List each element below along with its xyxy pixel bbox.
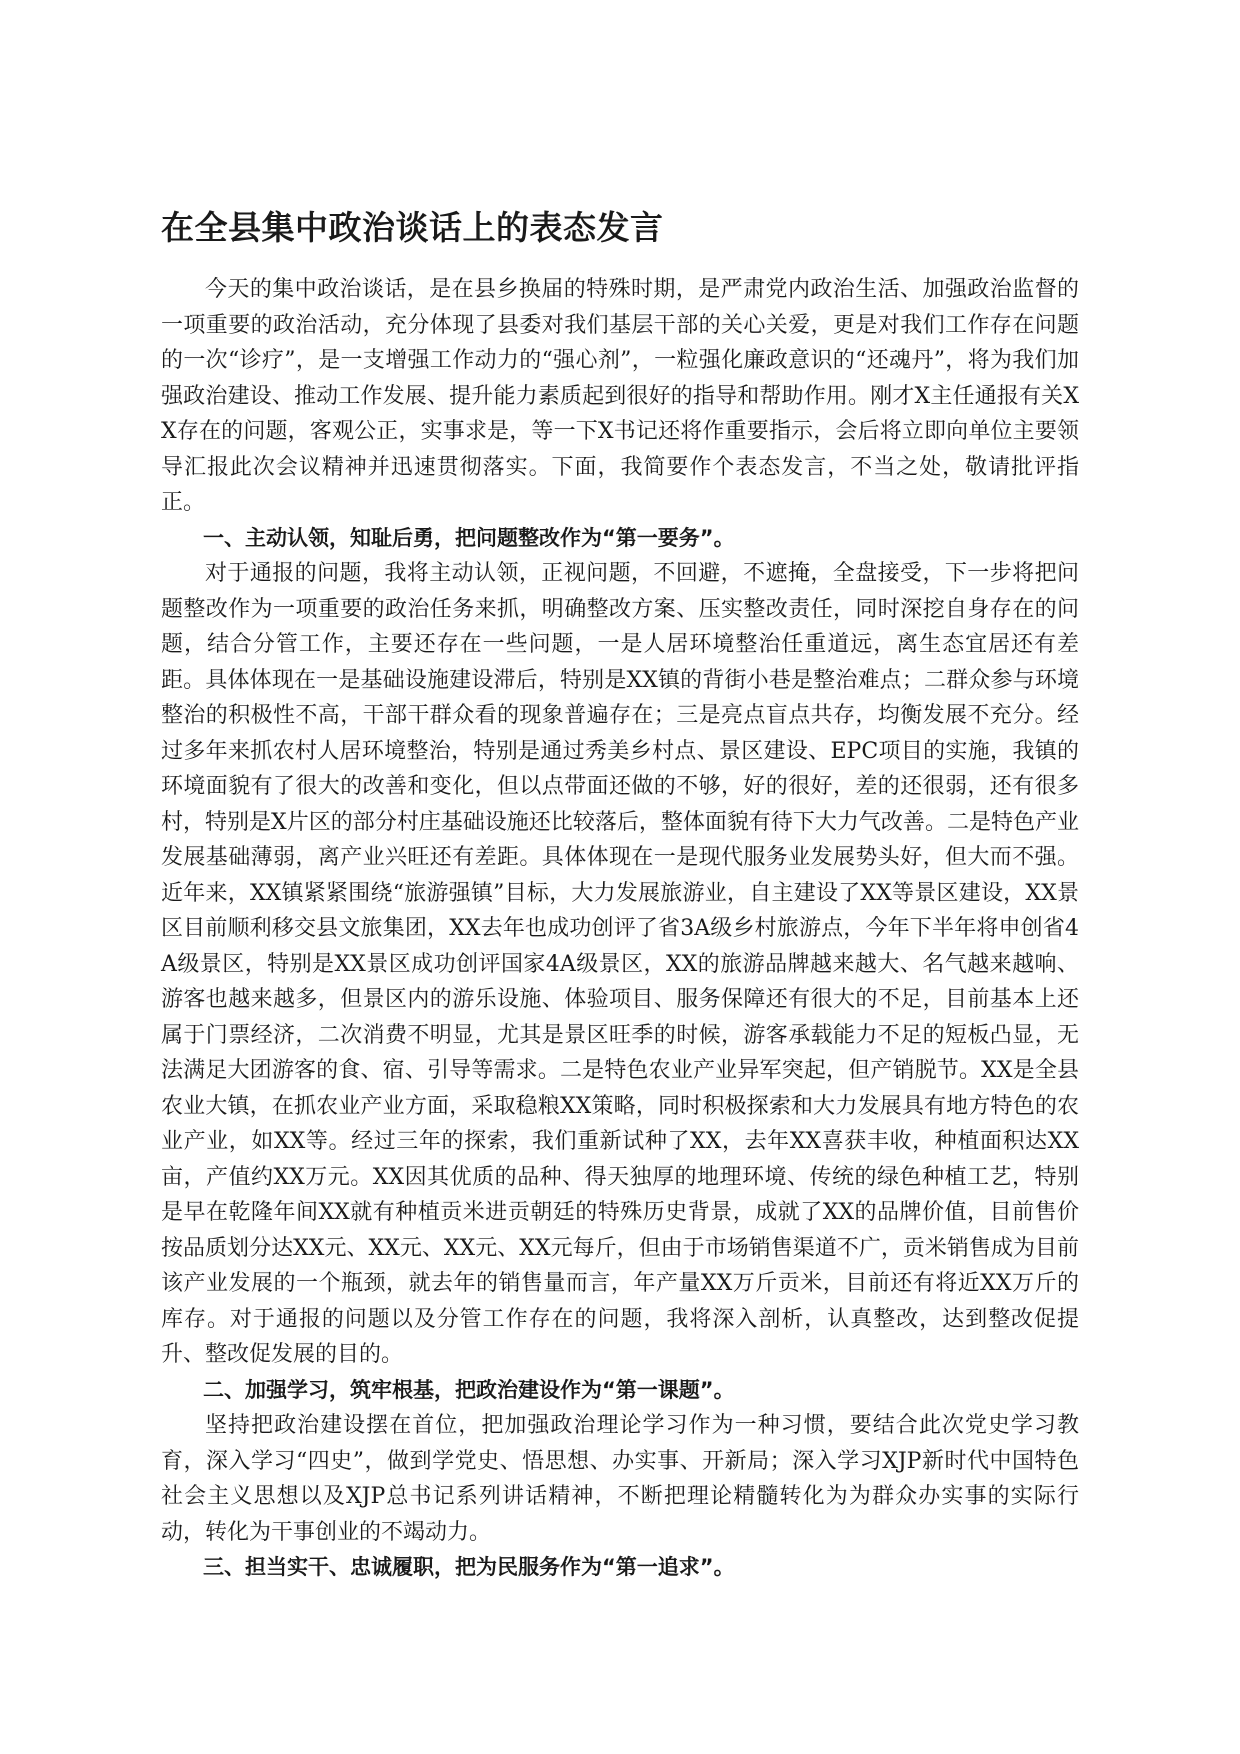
section-heading-2: 二、加强学习，筑牢根基，把政治建设作为“第一课题”。 [203, 1377, 735, 1402]
section-heading-3: 三、担当实干、忠诚履职，把为民服务作为“第一追求”。 [203, 1555, 735, 1579]
section-heading-1: 一、主动认领，知耻后勇，把问题整改作为“第一要务”。 [203, 525, 735, 550]
section-body-1: 对于通报的问题，我将主动认领，正视问题，不回避，不遮掩，全盘接受，下一步将把问题整改作为一项重要的政治任务来抓，明确整改方案、压实整改责任，同时深挖自身存在的问题，结合分管工作，主要还存在一些问题，一是人居环境整治任重道远，离生态宜居还有差距。具体体现在一是基础设施建设滞后，特别是XX镇的背街小巷是整治难点；二群众参与环境整治的积极性不高，干部干群众看的现象普遍存在；三是亮点盲点共存，均衡发展不充分。经过多年来抓农村人居环境整治，特别是通过秀美乡村点、景区建设、EPC项目的实施，我镇的环境面貌有了很大的改善和变化，但以点带面还做的不够，好的很好，差的还很弱，还有很多村，特别是X片区的部分村庄基础设施还比较落后，整体面貌有待下大力气改善。二是特色产业发展基础薄弱，离产业兴旺还有差距。具体体现在一是现代服务业发展势头好，但大而不强。近年来，XX镇紧紧围绕“旅游强镇”目标，大力发展旅游业，自主建设了XX等景区建设，XX景区目前顺利移交县文旅集团，XX去年也成功创评了省3A级乡村旅游点，今年下半年将申创省4A级景区，特别是XX景区成功创评国家4A级景区，XX的旅游品牌越来越大、名气越来越响、游客也越来越多，但景区内的游乐设施、体验项目、服务保障还有很大的不足，目前基本上还属于门票经济，二次消费不明显，尤其是景区旺季的时候，游客承载能力不足的短板凸显，无法满足大团游客的食、宿、引导等需求。二是特色农业产业异军突起，但产销脱节。XX是全县农业大镇，在抓农业产业方面，采取稳粮XX策略，同时积极探索和大力发展具有地方特色的农业产业，如XX等。经过三年的探索，我们重新试种了XX，去年XX喜获丰收，种植面积达XX亩，产值约XX万元。XX因其优质的品种、得天独厚的地理环境、传统的绿色种植工艺，特别是早在乾隆年间XX就有种植贡米进贡朝廷的特殊历史背景，成就了XX的品牌价值，目前售价按品质划分达XX元、XX元、XX元、XX元每斤，但由于市场销售渠道不广，贡米销售成为目前该产业发展的一个瓶颈，就去年的销售量而言，年产量XX万斤贡米，目前还有将近XX万斤的库存。对于通报的问题以及分管工作存在的问题，我将深入剖析，认真整改，达到整改促提升、整改促发展的目的。 [161, 561, 1079, 1367]
intro-paragraph: 今天的集中政治谈话，是在县乡换届的特殊时期，是严肃党内政治生活、加强政治监督的一项重要的政治活动，充分体现了县委对我们基层干部的关心关爱，更是对我们工作存在问题的一次“诊疗”，是一支增强工作动力的“强心剂”，一粒强化廉政意识的“还魂丹”，将为我们加强政治建设、推动工作发展、提升能力素质起到很好的指导和帮助作用。刚才X主任通报有关XX存在的问题，客观公正，实事求是，等一下X书记还将作重要指示，会后将立即向单位主要领导汇报此次会议精神并迅速贯彻落实。下面，我简要作个表态发言，不当之处，敬请批评指正。 [161, 277, 1079, 515]
section-body-2: 坚持把政治建设摆在首位，把加强政治理论学习作为一种习惯，要结合此次党史学习教育，深入学习“四史”，做到学党史、悟思想、办实事、开新局；深入学习XJP新时代中国特色社会主义思想以及XJP总书记系列讲话精神，不断把理论精髓转化为为群众办实事的实际行动，转化为干事创业的不竭动力。 [161, 1413, 1079, 1545]
document-title: 在全县集中政治谈话上的表态发言 [161, 208, 664, 247]
document-body [161, 272, 1079, 1586]
